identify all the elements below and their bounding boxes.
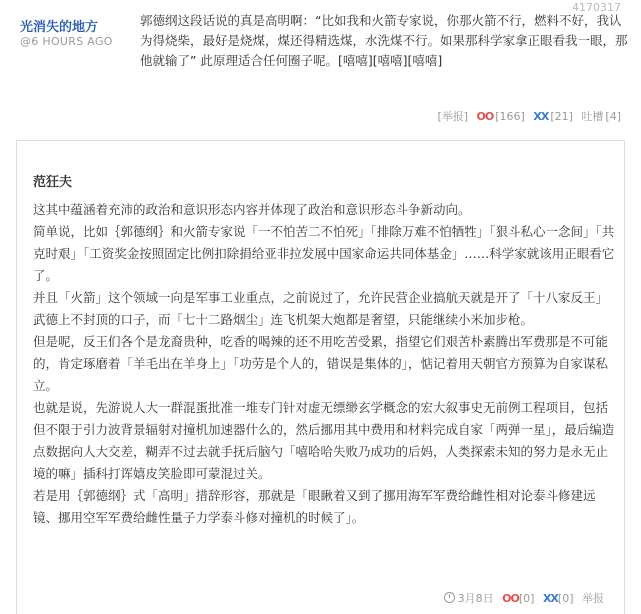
- tucao-button[interactable]: 吐槽: [581, 110, 604, 123]
- comment-author-link[interactable]: 光消失的地方: [20, 20, 99, 35]
- reply-footer: [444, 590, 604, 606]
- oo-vote-button[interactable]: OO: [502, 592, 519, 605]
- oo-count: [166]: [495, 110, 525, 123]
- reply-paragraph: 简单说，比如｛郭德纲｝和火箭专家说「一不怕苦二不怕死」「排除万难不怕牺牲」「狠斗私心一念间」「共克时艰」「工资奖金按照固定比例扣除捐给亚非拉发展中国家命运共同体基金」……科学家就该用正眼看它了。: [33, 224, 615, 283]
- xx-count: [21]: [550, 110, 573, 123]
- comment-vote-row: [435, 108, 621, 124]
- xx-vote-button[interactable]: XX: [542, 592, 558, 605]
- reply-paragraph: 这其中蕴涵着充沛的政治和意识形态内容并体现了政治和意识形态斗争新动向。: [33, 202, 471, 217]
- report-link[interactable]: [举报]: [437, 110, 469, 123]
- xx-count: [0]: [557, 592, 574, 605]
- reply-paragraph: 并且「火箭」这个领域一向是军事工业重点，之前说过了，允许民营企业搞航天就是开了「十八家反王」武德上不封顶的口子，而「七十二路烟尘」连飞机架大炮都是奢望，只能继续小米加步枪。: [33, 290, 609, 327]
- reply-box: [16, 140, 625, 614]
- comment-time: @6 HOURS AGO: [20, 35, 113, 48]
- xx-vote-button[interactable]: XX: [533, 110, 549, 123]
- oo-vote-button[interactable]: OO: [476, 110, 494, 123]
- comment-text: 郭德纲这段话说的真是高明啊：“比如我和火箭专家说，你那火箭不行，燃料不好，我认为得烧柴，最好是烧煤，煤还得精选煤，水洗煤不行。如果那科学家拿正眼看我一眼，那他就输了” 此原理适合任何圈子呢。[嘻嘻][嘻嘻][嘻嘻]: [140, 13, 628, 68]
- reply-date: 3月8日: [457, 592, 494, 605]
- clock-icon: [444, 592, 455, 603]
- reply-body: [33, 199, 618, 529]
- reply-paragraph: 若是用｛郭德纲｝式「高明」措辞形容，那就是「眼瞅着又到了挪用海军军费给雌性相对论泰斗修建远镜、挪用空军军费给雌性量子力学泰斗修对撞机的时候了」。: [33, 488, 596, 525]
- top-comment: [0, 0, 641, 128]
- oo-count: [0]: [518, 592, 535, 605]
- reply-paragraph: 但是呢，反王们各个是龙裔贵种，吃香的喝辣的还不用吃苦受累，指望它们艰苦朴素腾出军费那是不可能的，肯定琢磨着「羊毛出在羊身上」「功劳是个人的，错误是集体的」，惦记着用天朝官方预算为自家谋私立。: [33, 334, 609, 393]
- comment-id: 4170317: [572, 1, 621, 14]
- tucao-count: [4]: [605, 110, 621, 123]
- reply-author: 范狂夫: [33, 175, 73, 190]
- reply-paragraph: 也就是说，先游说人大一群混蛋批准一堆专门针对虚无缥缈玄学概念的宏大叙事史无前例工程项目，包括但不限于引力波背景辐射对撞机加速器什么的，然后挪用其中费用和材料完成自家「两弹一星」，最后编造点数据向人大交差，糊弄不过去就手抚后脑勺「嘻哈哈失败乃成功的后妈，人类探索未知的努力是永无止境的嘛」插科打诨嬉皮笑脸即可蒙混过关。: [33, 400, 615, 481]
- report-link[interactable]: 举报: [582, 592, 604, 605]
